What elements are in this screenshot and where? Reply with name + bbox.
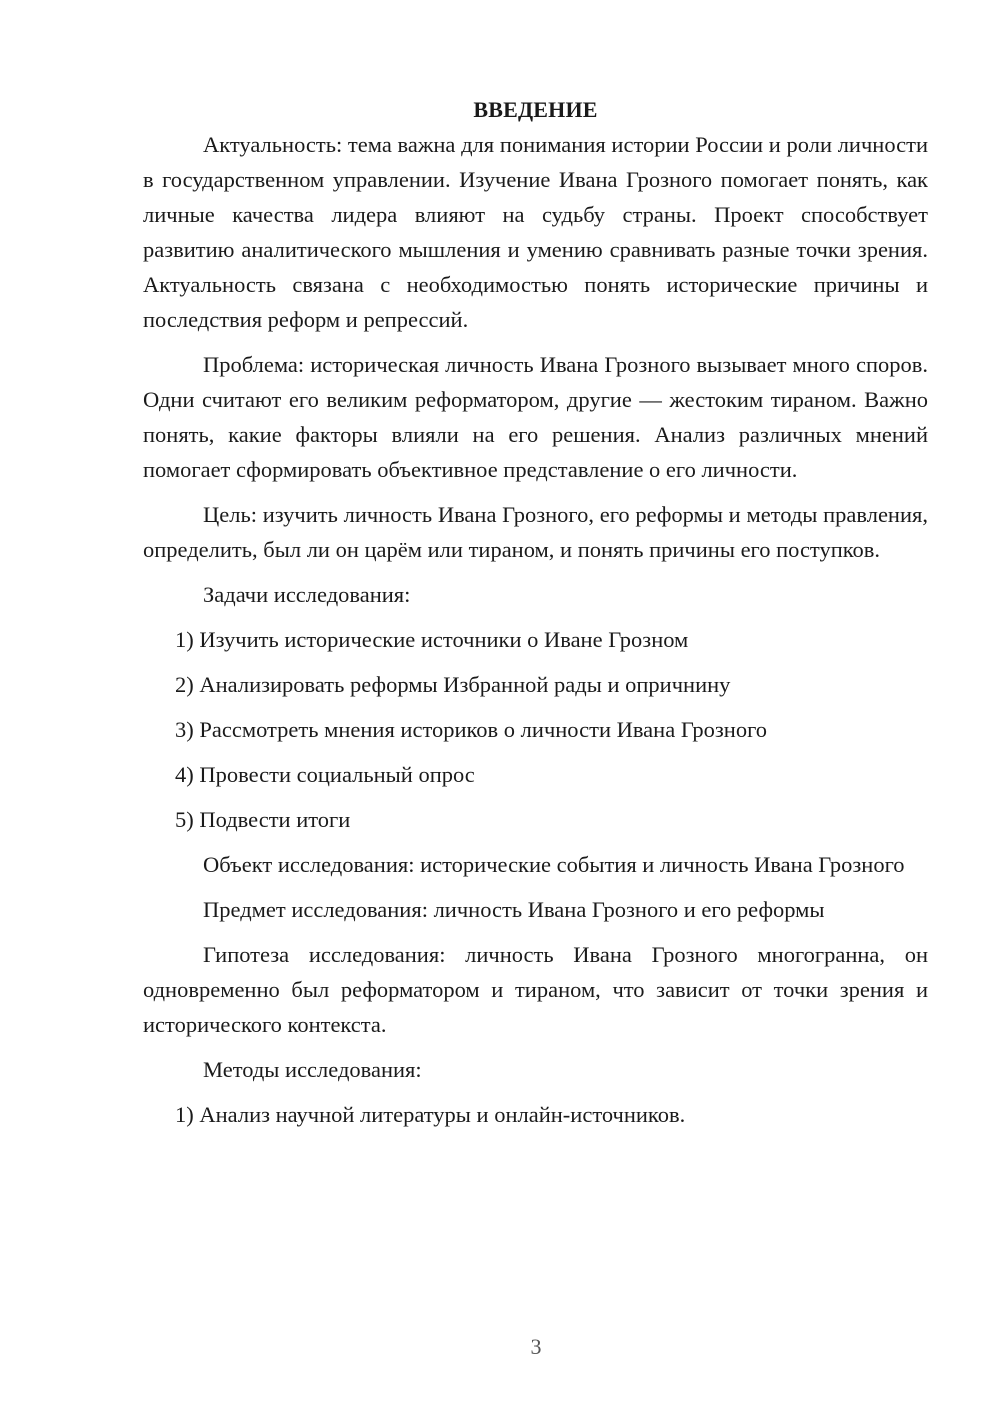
hypothesis-paragraph: Гипотеза исследования: личность Ивана Грозного многогранна, он одновременно был реформатором и тираном, что зависит от точки зрения и исторического контекста. — [143, 942, 928, 1037]
goal-paragraph: Цель: изучить личность Ивана Грозного, его реформы и методы правления, определить, был ли он царём или тираном, и понять причины его поступков. — [143, 502, 928, 562]
problem-paragraph: Проблема: историческая личность Ивана Грозного вызывает много споров. Одни считают его великим реформатором, другие — жестоким тираном. Важно понять, какие факторы влияли на его решения. Анализ различных мнений помогает сформировать объективное представление о его личности. — [143, 352, 928, 482]
object-paragraph: Объект исследования: исторические события и личность Ивана Грозного — [203, 852, 905, 877]
task-item: 1) Изучить исторические источники о Иване Грозном — [175, 627, 689, 652]
methods-label: Методы исследования: — [203, 1057, 422, 1082]
section-title: ВВЕДЕНИЕ — [473, 97, 598, 122]
task-item: 3) Рассмотреть мнения историков о личности Ивана Грозного — [175, 717, 768, 742]
task-item: 4) Провести социальный опрос — [175, 762, 475, 787]
task-item: 2) Анализировать реформы Избранной рады и опричнину — [175, 672, 731, 697]
subject-paragraph: Предмет исследования: личность Ивана Грозного и его реформы — [203, 897, 825, 922]
task-item: 5) Подвести итоги — [175, 807, 351, 832]
method-item: 1) Анализ научной литературы и онлайн-источников. — [175, 1102, 686, 1127]
document-page — [143, 92, 928, 1142]
page-number: 3 — [530, 1334, 542, 1359]
tasks-label: Задачи исследования: — [203, 582, 411, 607]
relevance-paragraph: Актуальность: тема важна для понимания истории России и роли личности в государственном управлении. Изучение Ивана Грозного помогает понять, как личные качества лидера влияют на судьбу страны. Проект способствует развитию аналитического мышления и умению сравнивать разные точки зрения. Актуальность связана с необходимостью понять исторические причины и последствия реформ и репрессий. — [143, 132, 928, 332]
